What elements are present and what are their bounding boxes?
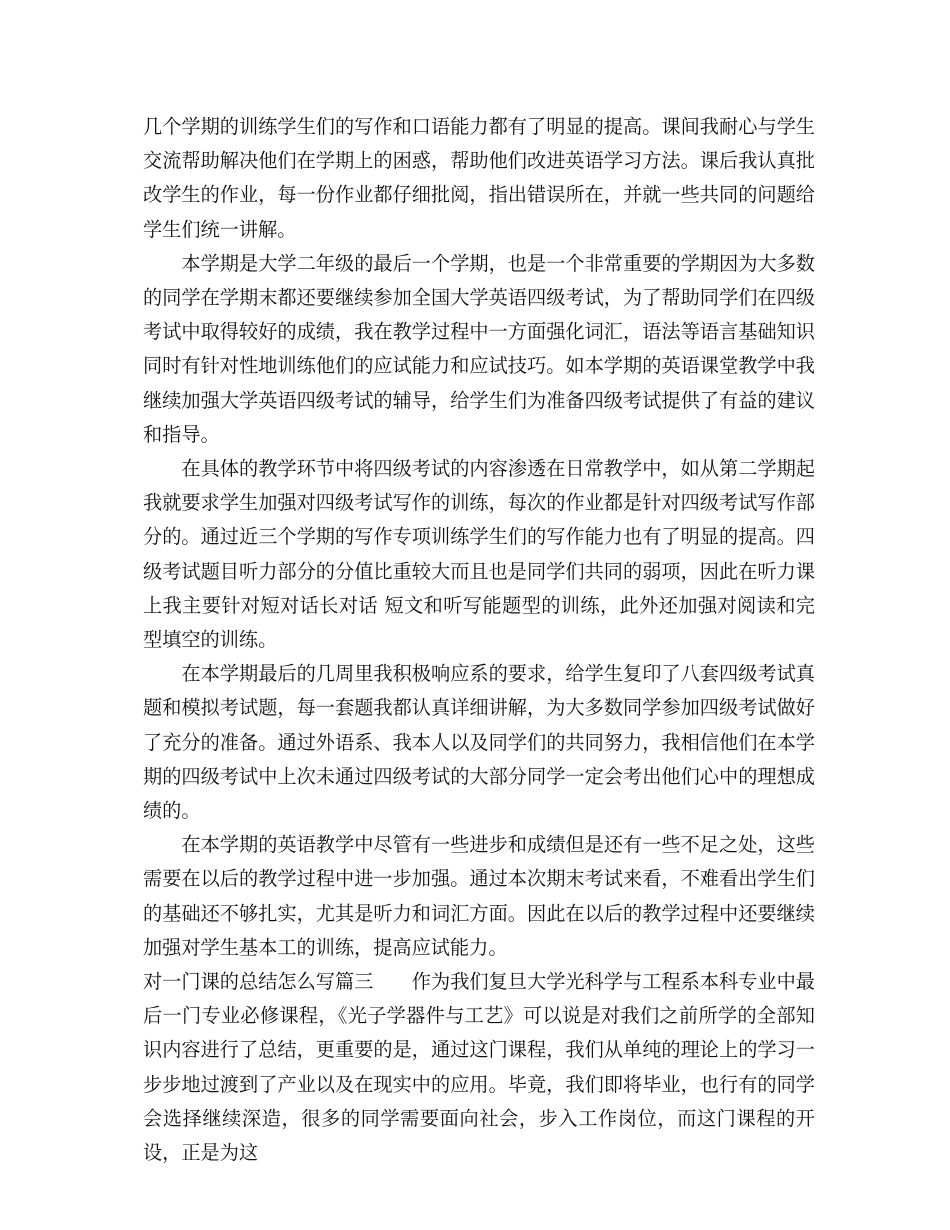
paragraph-article-three: 对一门课的总结怎么写篇三 作为我们复旦大学光科学与工程系本科专业中最后一门专业必修课程，《光子学器件与工艺》可以说是对我们之前所学的全部知识内容进行了总结，更重要的是，通过这门课程，我们从单纯的理论上的学习一步步地过渡到了产业以及在现实中的应用。毕竟，我们即将毕业，也行有的同学会选择继续深造，很多的同学需要面向社会，步入工作岗位，而这门课程的开设，正是为这 — [143, 970, 815, 1165]
paragraph-teaching-details: 在具体的教学环节中将四级考试的内容渗透在日常教学中，如从第二学期起我就要求学生加强对四级考试写作的训练，每次的作业都是针对四级考试写作部分的。通过近三个学期的写作专项训练学生们的写作能力也有了明显的提高。四级考试题目听力部分的分值比重较大而且也是同学们共同的弱项，因此在听力课上我主要针对短对话长对话 短文和听写能题型的训练，此外还加强对阅读和完型填空的训练。 — [143, 457, 815, 652]
paragraph-shortcomings: 在本学期的英语教学中尽管有一些进步和成绩但是还有一些不足之处，这些需要在以后的教学过程中进一步加强。通过本次期末考试来看，不难看出学生们的基础还不够扎实，尤其是听力和词汇方面。因此在以后的教学过程中还要继续加强对学生基本工的训练，提高应试能力。 — [143, 833, 815, 959]
paragraph-exam-preparation: 在本学期最后的几周里我积极响应系的要求，给学生复印了八套四级考试真题和模拟考试题，每一套题我都认真详细讲解，为大多数同学参加四级考试做好了充分的准备。通过外语系、我本人以及同学们的共同努力，我相信他们在本学期的四级考试中上次未通过四级考试的大部分同学一定会考出他们心中的理想成绩的。 — [143, 662, 815, 823]
paragraph-semester-overview: 本学期是大学二年级的最后一个学期，也是一个非常重要的学期因为大多数的同学在学期末都还要继续参加全国大学英语四级考试，为了帮助同学们在四级考试中取得较好的成绩，我在教学过程中一方面强化词汇，语法等语言基础知识同时有针对性地训练他们的应试能力和应试技巧。如本学期的英语课堂教学中我继续加强大学英语四级考试的辅导，给学生们为准备四级考试提供了有益的建议和指导。 — [143, 251, 815, 446]
document-body — [143, 110, 815, 1170]
paragraph-continuation: 几个学期的训练学生们的写作和口语能力都有了明显的提高。课间我耐心与学生交流帮助解决他们在学期上的困惑，帮助他们改进英语学习方法。课后我认真批改学生的作业，每一份作业都仔细批阅，指出错误所在，并就一些共同的问题给学生们统一讲解。 — [143, 115, 815, 241]
